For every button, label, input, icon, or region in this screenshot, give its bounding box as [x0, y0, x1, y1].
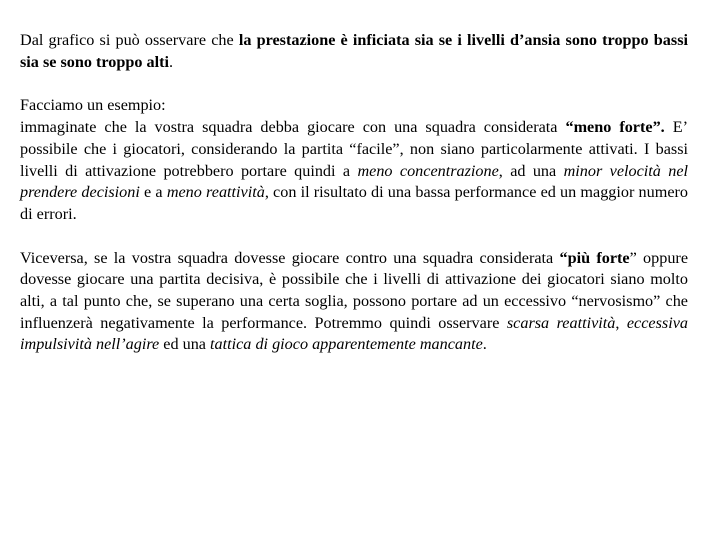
- example-italic-concentrazione: meno concentrazione: [357, 161, 499, 180]
- document-body: [20, 30, 688, 378]
- viceversa-italic-tattica: tattica di gioco apparentemente mancante: [210, 335, 483, 354]
- example-italic-velocita: minor velocità nel prendere decisioni: [20, 161, 689, 202]
- example-text-2: E’ possibile che i giocatori, considerando la partita “facile”, non siano particolarmente attivati. I bassi livelli di attivazione potrebbero portare quindi a: [20, 118, 688, 180]
- viceversa-end: .: [482, 335, 487, 354]
- paragraph-example: [20, 95, 688, 225]
- paragraph-intro: [20, 30, 688, 73]
- paragraph-viceversa: [20, 248, 688, 357]
- example-italic-reattivita: meno reattività: [166, 183, 265, 202]
- example-text-5: , con il risultato di una bassa performance ed un maggior numero di errori.: [20, 183, 688, 223]
- intro-end: .: [169, 52, 174, 71]
- viceversa-bold-piu-forte: “più forte: [559, 248, 630, 267]
- example-text-4: e a: [139, 183, 167, 202]
- viceversa-comma: ,: [615, 313, 627, 332]
- viceversa-text-1: Viceversa, se la vostra squadra dovesse giocare contro una squadra considerata: [20, 248, 560, 267]
- viceversa-italic-impulsivita: eccessiva impulsività nell’agire: [20, 313, 688, 354]
- viceversa-text-3: ed una: [159, 335, 211, 354]
- viceversa-italic-scarsa: scarsa reattività: [506, 313, 616, 332]
- example-bold-meno-forte: “meno forte”.: [565, 118, 665, 137]
- viceversa-text-2: ” oppure dovesse giocare una partita decisiva, è possibile che i livelli di attivazione dei giocatori siano molto alti, a tal punto che, se superano una certa soglia, possono portare ad un eccessivo “nervosismo” che influenzerà negativamente la performance. Potremmo quindi osservare: [20, 248, 688, 332]
- example-text-3: , ad una: [498, 161, 564, 180]
- intro-emphasis: la prestazione è inficiata sia se i livelli d’ansia sono troppo bassi sia se sono troppo alti: [20, 31, 688, 71]
- intro-text: Dal grafico si può osservare che: [20, 31, 239, 49]
- example-heading: Facciamo un esempio:: [20, 96, 166, 115]
- example-text-1: immaginate che la vostra squadra debba giocare con una squadra considerata: [20, 118, 566, 137]
